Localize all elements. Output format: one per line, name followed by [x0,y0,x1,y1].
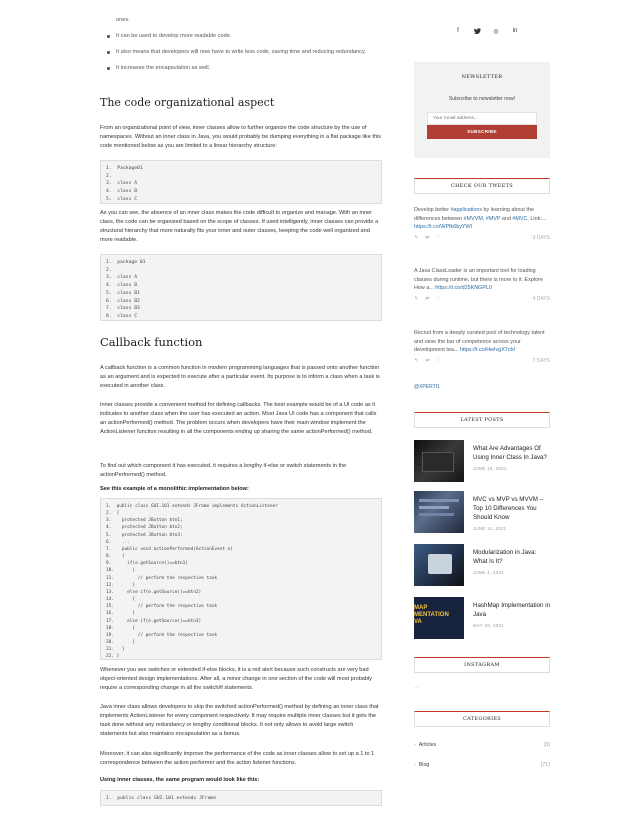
instagram-feed: ... [414,684,419,690]
post-title[interactable]: What Are Advantages Of Using Inner Class In Java? JUNE 16, 2021 [473,444,551,473]
social-links [453,28,520,36]
post-item[interactable] [414,440,550,482]
paragraph: A callback function is a common function in modern programming languages that is passed onto another function as an argument and is expected to execute after a particular event. Its purpose is to inform a class when a task is executed in another class. [100,365,380,389]
paragraph: Moreover, it can also significantly improve the performance of the code as inner classes allow to set up a 1 to 1 correspondence between the action performer and the action listener functions. [100,751,375,766]
chevron-right-icon: › [414,742,416,748]
email-field[interactable]: Your email address.. [427,112,537,125]
retweet-icon[interactable]: ⇄ [425,234,430,241]
post-item[interactable] [414,544,550,586]
code-block: 1. Package01 2. 3. class A 4. class B 5. class C [100,160,382,204]
paragraph: Inner classes provide a convenient method for defining callbacks. The best example would be of a UI code as it indicates to another class when the user has executed an action. Most Java UI code has a component that calls an actionPerformed() method. The problem occurs when developers have their main window implement the ActionListener function resulting in all the components ending up sharing the same actionPerformed() method. [100,402,377,435]
facebook-icon[interactable]: f [457,28,459,34]
post-title[interactable]: HashMap Implementation in Java MAY 28, 2021 [473,602,551,628]
paragraph: From an organizational point of view, inner classes allow to further organize the code structure by the use of namespaces. Without an inner class in Java, you would probably be dumping everything in a flat package like this code mentioned below as you are limited to a linear hierarchy structure: [100,125,382,149]
post-thumbnail[interactable] [414,491,464,533]
tweet-link[interactable]: #MVC [512,215,528,222]
section-heading-code-org: The code organizational aspect [100,96,275,109]
like-icon[interactable]: ♡ [436,295,441,302]
tweet-age: 3 DAYS [532,234,550,241]
categories-header: CATEGORIES [414,711,550,727]
chevron-right-icon: › [414,762,416,768]
tweets-header: CHECK OUR TWEETS [414,178,550,194]
latest-posts-header: LATEST POSTS [414,412,550,428]
tweet-age: 4 DAYS [532,295,550,302]
list-item: ones. [116,17,130,23]
category-item[interactable]: › Articles (3) [414,742,550,748]
reply-icon[interactable]: ↰ [414,295,419,302]
newsletter-title: NEWSLETTER [461,74,503,80]
post-thumbnail[interactable] [414,440,464,482]
linkedin-icon[interactable]: in [512,28,518,34]
tweet-item: A Java ClassLoader is an important tool for loading classes during runtime, but there is more to it. Explore How a... https://t.co/d25KNGPL0 ↰ ⇄ ♡ 4 DAYS [414,268,550,302]
paragraph-bold: Using inner classes, the same program would look like this: [100,777,260,783]
tweet-item: Recruit from a deeply curated pool of technology talent and raise the bar of competence across your development tea... https://t.co/HwIvgX7cbI ↰ ⇄ ♡ 7 DAYS [414,330,550,364]
code-block: 1. package 01 2. 3. class A 4. class B 5. class B1 6. class B2 7. class B3 8. class C [100,254,382,321]
post-title[interactable]: Modularization in Java: What Is It? JUNE 4, 2021 [473,548,551,577]
twitter-handle[interactable]: @XPERTI1 [414,384,440,390]
instagram-header: INSTAGRAM [414,657,550,673]
list-item: It also means that developers will now have to write less code, saving time and reducing redundancy. [100,48,376,57]
tweet-link[interactable]: https://t.co/HwIvgX7cbI [459,347,515,353]
tweet-age: 7 DAYS [532,357,550,364]
like-icon[interactable]: ♡ [436,234,441,241]
newsletter-subtitle: Subscribe to newsletter now! [448,96,516,102]
retweet-icon[interactable]: ⇄ [425,295,430,302]
newsletter-widget [414,62,550,158]
post-date: MAY 28, 2021 [473,623,505,628]
tweet-link[interactable]: #applications [450,207,483,213]
bullet-list-top [100,16,382,73]
thumbnail-text: MAP MENTATION VA [414,605,449,625]
post-thumbnail[interactable] [414,597,464,639]
reply-icon[interactable]: ↰ [414,234,419,241]
tweet-link[interactable]: #MVVM, #MVP [463,215,501,222]
post-thumbnail[interactable] [414,544,464,586]
list-item: It increases the encapsulation as well. [100,64,382,73]
paragraph: As you can see, the absence of an inner class makes the code difficult to organize and manage. With an inner class, the code can be organized based on the scope of classes. If used intelligently, inner classes can provide a structural hierarchy that more naturally fits your inner and outer classes, keeping the code well organized and more readable. [100,210,379,243]
paragraph: Java inner class allows developers to skip the switched actionPerformed() method by defining an inner class that implements ActionListener for every component respectively. It may require multiple inner classes but it gets the task done without any redundancy or lengthy conditional blocks. It not only allows to avoid large switch statements but also maintains encapsulation as a bonus. [100,704,379,737]
subscribe-button[interactable]: SUBSCRIBE [427,125,537,139]
category-item[interactable]: › Blog (71) [414,762,550,768]
post-title[interactable]: MVC vs MVP vs MVVM – Top 10 Differences You Should Know JUNE 11, 2021 [473,495,551,533]
code-block: 1. public class GUI.101 extends JFrame implements ActionListener 2. { 3. protected JButton btn1; 4. protected JButton btn2; 5. protected JButton btn3; 6. ... 7. public void actionPerformed(ActionEvent e) 8. { 9. if(e.getSource()==btn1) 10. { 11. // perform the respective task 12. } 13. else if(e.getSource()==btn2) 14. { 15. // perform the respective task 16. } 17. else if(e.getSource()==btn3) 18. { 19. // perform the respective task 20. } 21. } 22. } [100,498,382,660]
paragraph: Whenever you see switches or extended if-else blocks, it is a red alert because such constructs are very bad object-oriented design implementations. After all, a minor change in one section of the code will most probably require a corresponding change in all the switch/if statements. [100,667,373,691]
section-heading-callback: Callback function [100,335,203,349]
instagram-icon[interactable]: ◎ [493,29,499,35]
reply-icon[interactable]: ↰ [414,357,419,364]
list-item: It can be used to develop more readable code. [100,32,382,41]
paragraph-bold: See this example of a monolithic implementation below: [100,486,249,492]
post-item[interactable] [414,491,550,533]
tweet-item: Develop better #applications by learning about the differences between #MVVM, #MVP and #MVC. Link:... https://t.co/WPfk6byYWI ↰ ⇄ ♡ 3 DAYS [414,207,550,241]
code-block: 1. public class GUI.101 extends JFrame [100,790,382,806]
like-icon[interactable]: ♡ [436,357,441,364]
post-date: JUNE 11, 2021 [473,526,507,531]
post-date: JUNE 4, 2021 [473,570,504,575]
retweet-icon[interactable]: ⇄ [425,357,430,364]
tweet-link[interactable]: https://t.co/d25KNGPL0 [435,285,492,291]
tweet-link[interactable]: https://t.co/WPfk6byYWI [414,224,473,230]
twitter-icon[interactable] [472,28,482,36]
post-date: JUNE 16, 2021 [473,466,507,471]
post-item[interactable] [414,597,550,639]
paragraph: To find out which component it has executed, it requires a lengthy if-else or switch statements in the actionPerformed() method. [100,463,347,478]
